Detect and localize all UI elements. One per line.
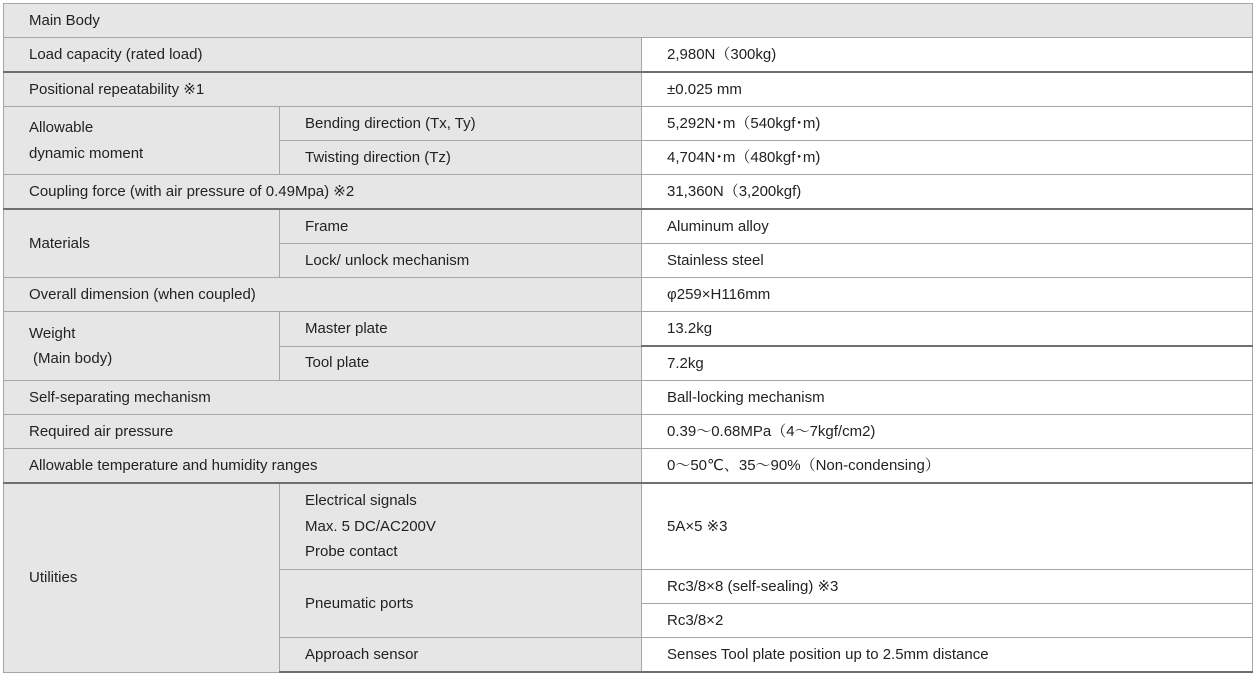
pneumatic-label: Pneumatic ports <box>280 570 642 638</box>
table-header: Main Body <box>4 4 1253 38</box>
table-row <box>4 4 1253 38</box>
table-row <box>4 483 1253 570</box>
self-separating-label: Self-separating mechanism <box>4 381 642 415</box>
pneumatic-value-2: Rc3/8×2 <box>642 604 1253 638</box>
temp-humidity-value: 0～50℃、35～90%（Non-condensing） <box>642 449 1253 484</box>
approach-sensor-value: Senses Tool plate position up to 2.5mm distance <box>642 638 1253 673</box>
table-row <box>4 381 1253 415</box>
twisting-label: Twisting direction (Tz) <box>280 141 642 175</box>
approach-sensor-label: Approach sensor <box>280 638 642 673</box>
load-capacity-label: Load capacity (rated load) <box>4 38 642 73</box>
frame-value: Aluminum alloy <box>642 209 1253 244</box>
electrical-label-line2: Max. 5 DC/AC200V <box>305 517 436 535</box>
lock-value: Stainless steel <box>642 244 1253 278</box>
weight-label-line2: (Main body) <box>33 350 113 367</box>
frame-label: Frame <box>280 209 642 244</box>
table-row <box>4 175 1253 210</box>
air-pressure-value: 0.39～0.68MPa（4～7kgf/cm2) <box>642 415 1253 449</box>
bending-label: Bending direction (Tx, Ty) <box>280 107 642 141</box>
moment-label-line1: Allowable <box>29 119 94 136</box>
moment-label-line2: dynamic moment <box>29 144 144 162</box>
table-row <box>4 415 1253 449</box>
table-row <box>4 72 1253 107</box>
dimension-label: Overall dimension (when coupled) <box>4 278 642 312</box>
coupling-value: 31,360N（3,200kgf) <box>642 175 1253 210</box>
weight-label-line1: Weight <box>29 324 76 342</box>
moment-label <box>4 107 280 175</box>
load-capacity-value: 2,980N（300kg) <box>642 38 1253 73</box>
temp-humidity-label: Allowable temperature and humidity ranges <box>4 449 642 484</box>
table-row <box>4 278 1253 312</box>
table-row <box>4 38 1253 73</box>
spec-table <box>3 3 1253 673</box>
bending-value: 5,292N･m（540kgf･m) <box>642 107 1253 141</box>
table-row <box>4 312 1253 347</box>
electrical-value: 5A×5 ※3 <box>642 483 1253 570</box>
table-row <box>4 107 1253 141</box>
utilities-label: Utilities <box>4 483 280 672</box>
master-plate-value: 13.2kg <box>642 312 1253 347</box>
materials-label: Materials <box>4 209 280 278</box>
tool-plate-label: Tool plate <box>280 346 642 381</box>
table-row <box>4 449 1253 484</box>
electrical-label-line3: Probe contact <box>305 543 398 561</box>
coupling-label: Coupling force (with air pressure of 0.49Mpa) ※2 <box>4 175 642 210</box>
electrical-label <box>280 483 642 570</box>
master-plate-label: Master plate <box>280 312 642 347</box>
electrical-label-line1: Electrical signals <box>305 492 417 510</box>
lock-label: Lock/ unlock mechanism <box>280 244 642 278</box>
table-row <box>4 209 1253 244</box>
pneumatic-value-1: Rc3/8×8 (self-sealing) ※3 <box>642 570 1253 604</box>
repeatability-label: Positional repeatability ※1 <box>4 72 642 107</box>
air-pressure-label: Required air pressure <box>4 415 642 449</box>
dimension-value: φ259×H116mm <box>642 278 1253 312</box>
repeatability-value: ±0.025 mm <box>642 72 1253 107</box>
weight-label <box>4 312 280 381</box>
twisting-value: 4,704N･m（480kgf･m) <box>642 141 1253 175</box>
tool-plate-value: 7.2kg <box>642 346 1253 381</box>
self-separating-value: Ball-locking mechanism <box>642 381 1253 415</box>
